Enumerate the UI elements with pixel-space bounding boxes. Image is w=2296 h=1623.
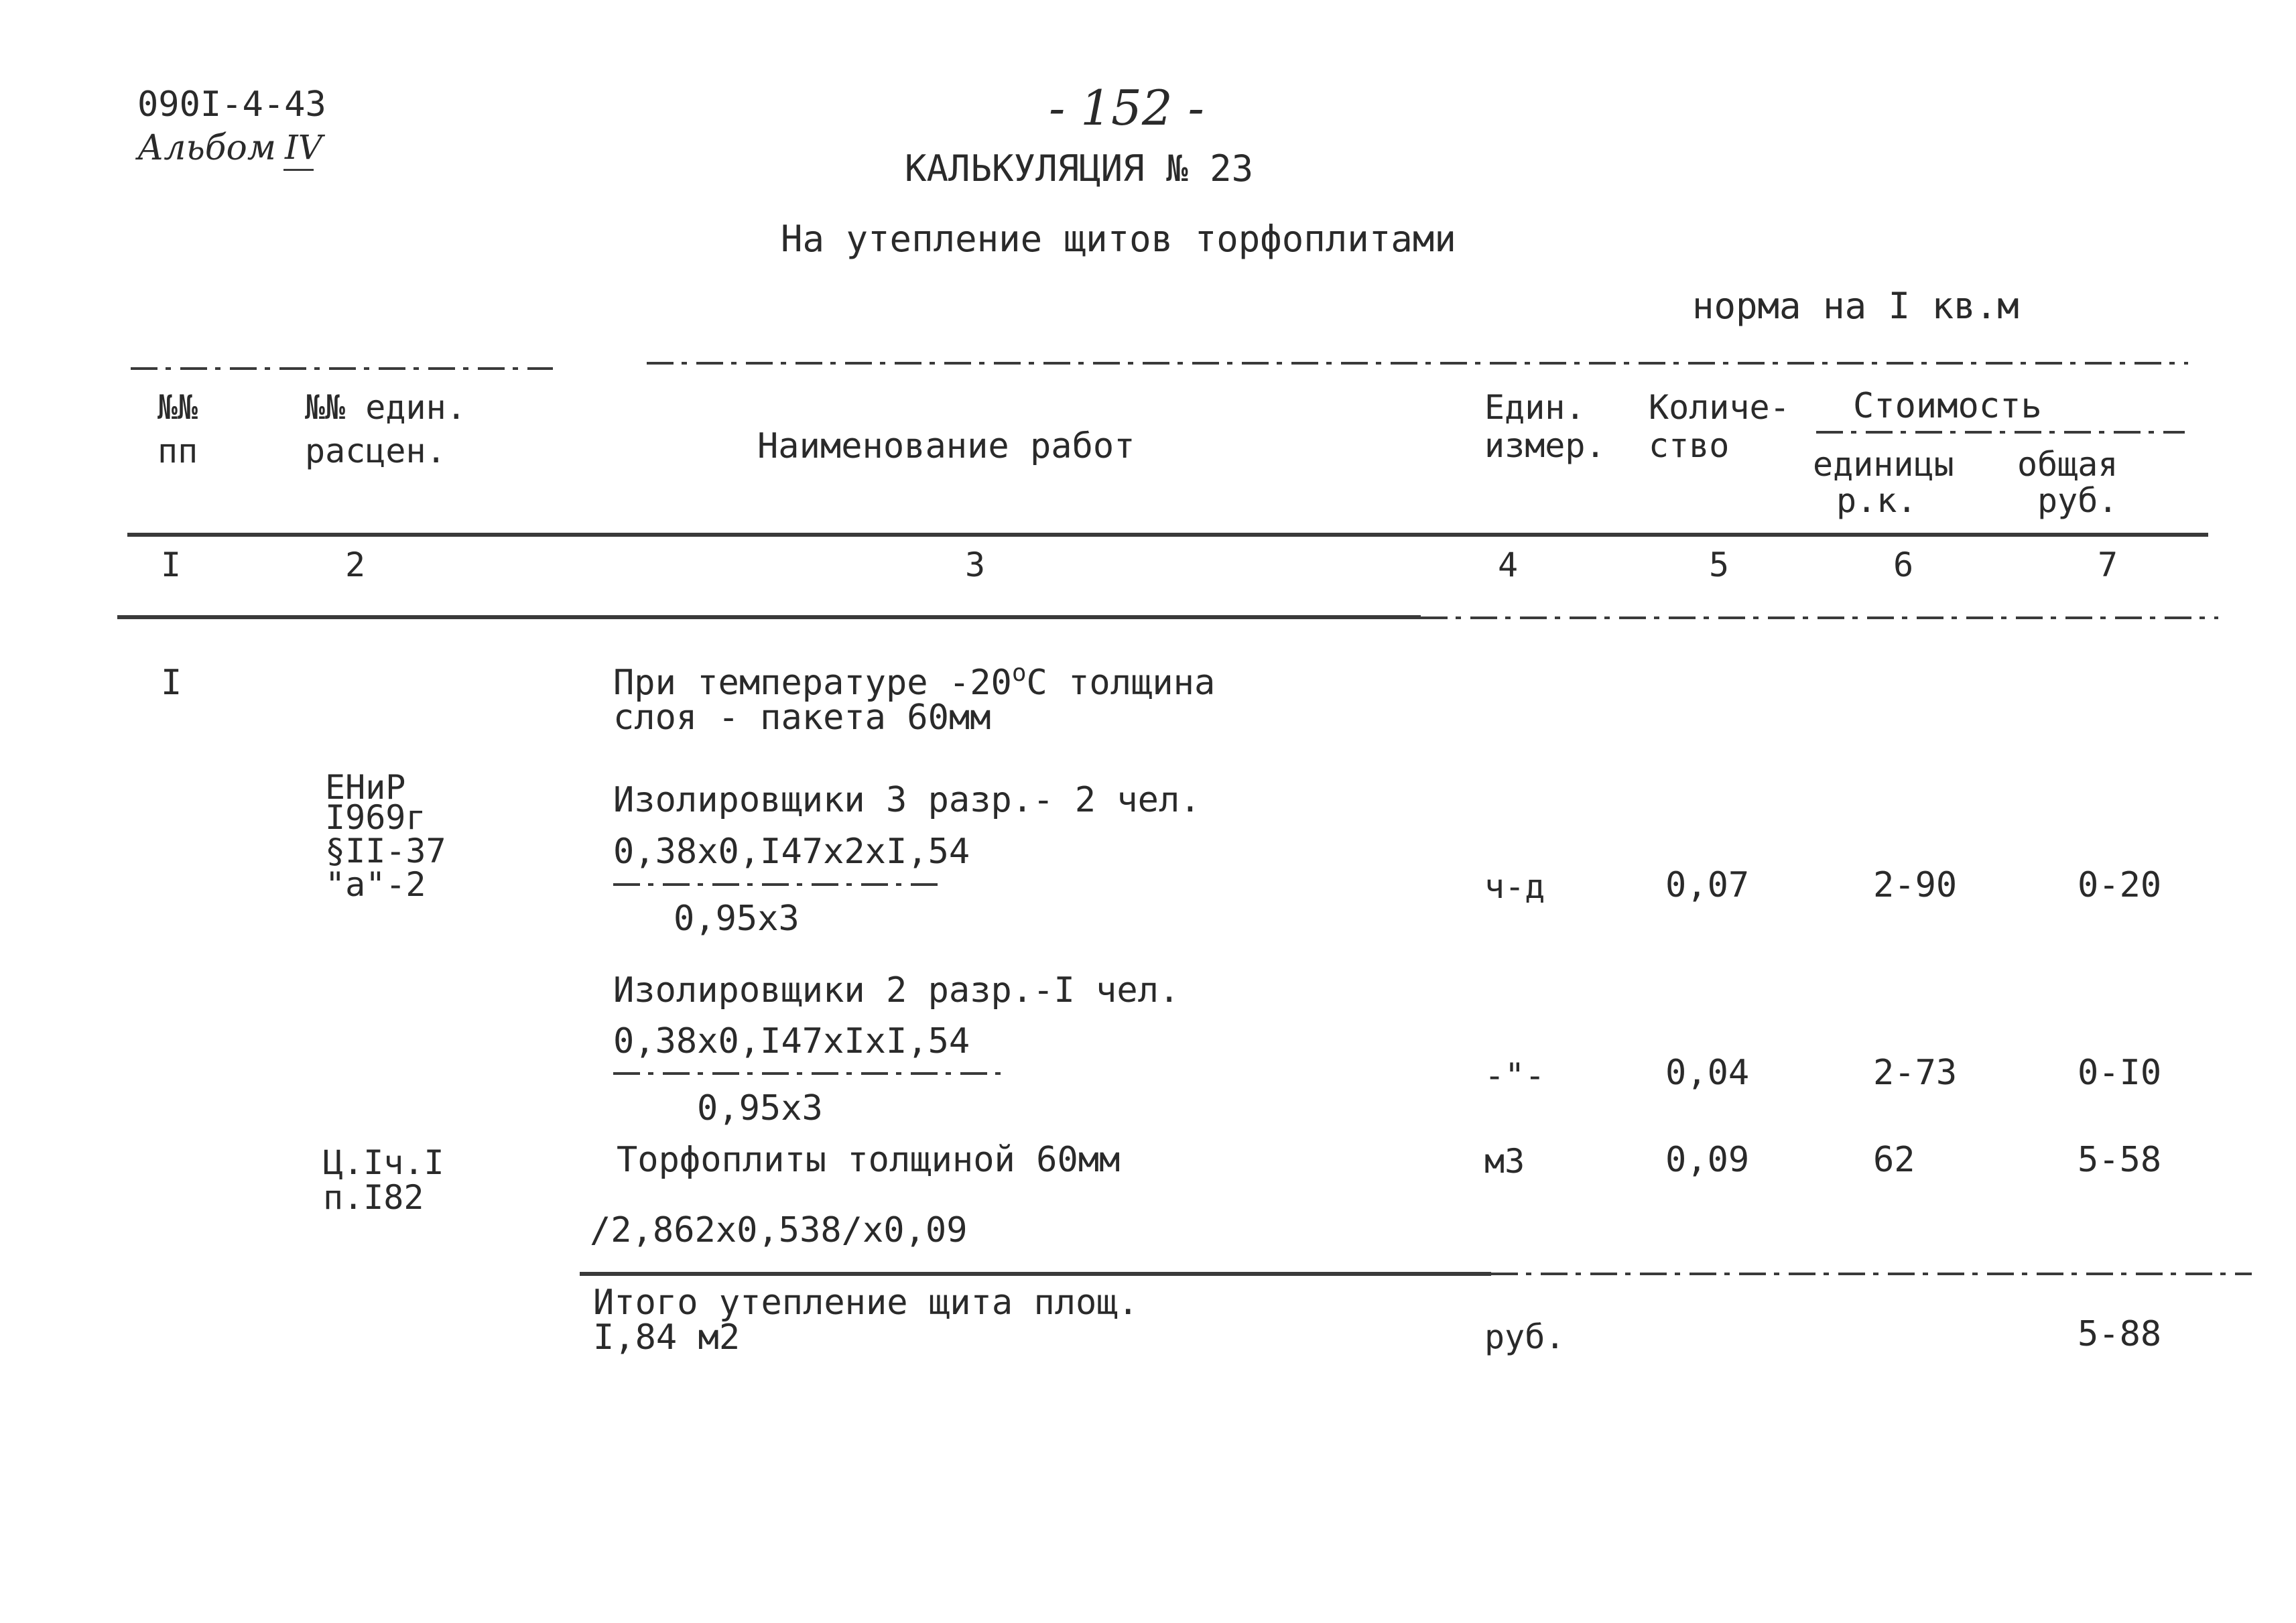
row3-name: Торфоплиты толщиной 60мм — [617, 1140, 1121, 1180]
row1-formula-bar — [613, 883, 945, 886]
row2-qty: 0,04 — [1665, 1053, 1750, 1093]
header-col4-b: измер. — [1484, 426, 1606, 465]
col-numbers-rule — [117, 615, 1421, 619]
row1-name: Изолировщики 3 разр.- 2 чел. — [613, 780, 1201, 820]
header-col7-a: общая — [2017, 445, 2118, 484]
header-col5-a: Количе- — [1649, 388, 1790, 427]
page-number: - 152 - — [1049, 80, 1204, 136]
header-bottom-rule — [127, 533, 2208, 537]
page-title: КАЛЬКУЛЯЦИЯ № 23 — [905, 147, 1254, 190]
header-cost-underline — [1816, 431, 2185, 434]
page-subtitle: На утепление щитов торфоплитами — [781, 218, 1456, 260]
header-col3: Наименование работ — [757, 426, 1135, 466]
album-label: Альбом — [137, 128, 276, 168]
header-cost: Стоимость — [1853, 386, 2042, 426]
row1-total: 0-20 — [2078, 865, 2162, 905]
header-col6-b: р.к. — [1836, 481, 1917, 520]
row1-code-4: "а"-2 — [325, 865, 426, 904]
total-label-2: I,84 м2 — [593, 1317, 741, 1358]
header-col6-a: единицы — [1813, 445, 1954, 484]
row2-total: 0-I0 — [2078, 1053, 2162, 1093]
row3-total: 5-58 — [2078, 1140, 2162, 1180]
row1-code-3: §II-37 — [325, 832, 446, 870]
row3-code-1: Ц.Iч.I — [323, 1143, 444, 1182]
section-title-line2: слоя - пакета 60мм — [613, 698, 991, 738]
row1-price: 2-90 — [1873, 865, 1958, 905]
row3-price: 62 — [1873, 1140, 1915, 1180]
header-col7-b: руб. — [2037, 481, 2118, 520]
col-number-6: 6 — [1893, 545, 1914, 584]
row3-unit: м3 — [1484, 1142, 1525, 1181]
total-rule — [580, 1272, 1491, 1276]
header-col5-b: ство — [1649, 426, 1730, 465]
row1-unit: ч-д — [1484, 867, 1545, 906]
row2-formula-bar — [613, 1072, 1009, 1075]
row1-code-1: ЕНиР — [325, 768, 406, 807]
header-col2-b: расцен. — [305, 432, 446, 470]
table-top-rule-right — [647, 362, 2188, 365]
row1-formula-den: 0,95х3 — [674, 899, 800, 939]
row2-price: 2-73 — [1873, 1053, 1958, 1093]
row1-formula-num: 0,38х0,I47х2хI,54 — [613, 832, 970, 872]
row1-code-2: I969г — [325, 798, 426, 837]
total-value: 5-88 — [2078, 1314, 2162, 1354]
header-col1-b: пп — [157, 432, 198, 470]
header-col2-a: №№ един. — [305, 388, 466, 427]
section-number: I — [161, 663, 182, 703]
norm-label: норма на I кв.м — [1692, 285, 2019, 327]
row3-code-2: п.I82 — [323, 1178, 424, 1217]
row2-unit: -"- — [1484, 1056, 1545, 1095]
row3-formula: /2,862х0,538/х0,09 — [590, 1210, 968, 1250]
col-number-1: I — [161, 545, 182, 584]
total-rule-dashed — [1491, 1273, 2252, 1275]
album-underline — [283, 169, 314, 171]
row2-formula-den: 0,95х3 — [697, 1088, 823, 1128]
total-label-1: Итого утепление щита площ. — [593, 1283, 1139, 1323]
total-unit: руб. — [1484, 1317, 1566, 1356]
header-col4-a: Един. — [1484, 388, 1586, 427]
document-code: 090I-4-43 — [137, 84, 326, 125]
table-top-rule-left — [131, 367, 553, 370]
col-number-5: 5 — [1709, 545, 1730, 584]
row2-formula-num: 0,38х0,I47хIхI,54 — [613, 1021, 970, 1061]
header-col1-a: №№ — [157, 388, 198, 427]
col-number-3: 3 — [965, 545, 986, 584]
col-numbers-rule-dashed — [1421, 616, 2218, 619]
row1-qty: 0,07 — [1665, 865, 1750, 905]
col-number-7: 7 — [2098, 545, 2118, 584]
col-number-2: 2 — [345, 545, 366, 584]
section-title-line1: При температуре -20$^o$С толщина — [613, 659, 1216, 703]
row3-qty: 0,09 — [1665, 1140, 1750, 1180]
row2-name: Изолировщики 2 разр.-I чел. — [613, 970, 1180, 1011]
album-number: IV — [285, 128, 322, 167]
col-number-4: 4 — [1498, 545, 1519, 584]
